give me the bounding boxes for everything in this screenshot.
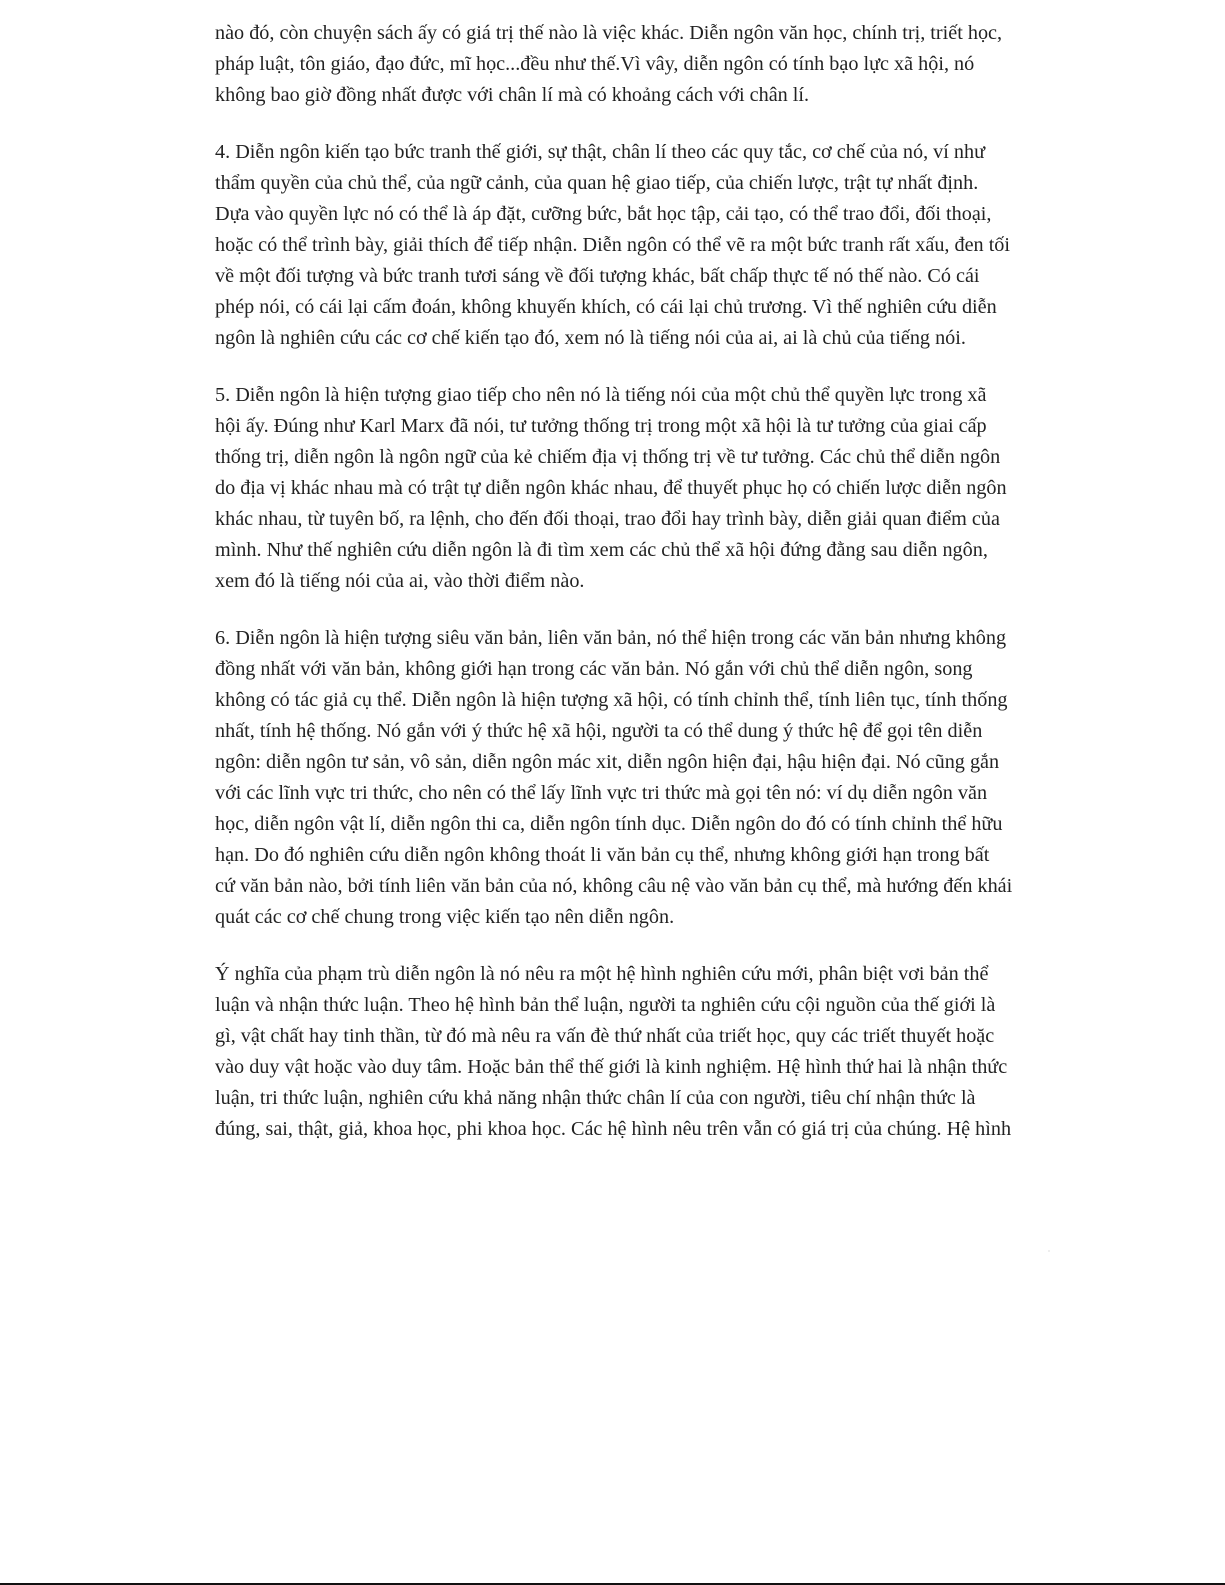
paragraph-4 (215, 623, 1060, 933)
text-line: cứ văn bản nào, bởi tính liên văn bản của nó, không câu nệ vào văn bản cụ thể, mà hướng đến khái (215, 875, 1013, 897)
text-line: về một đối tượng và bức tranh tươi sáng về đối tượng khác, bất chấp thực tế nó thế nào. Có cái (215, 265, 980, 287)
text-line: 4. Diễn ngôn kiến tạo bức tranh thế giới, sự thật, chân lí theo các quy tắc, cơ chế của nó, ví như (215, 141, 986, 163)
scan-speck (1048, 1250, 1050, 1252)
text-line: phép nói, có cái lại cấm đoán, không khuyến khích, có cái lại chủ trương. Vì thế nghiên cứu diễn (215, 296, 997, 318)
text-line: ngôn là nghiên cứu các cơ chế kiến tạo đó, xem nó là tiếng nói của ai, ai là chủ của tiếng nói. (215, 327, 966, 349)
text-line: thẩm quyền của chủ thể, của ngữ cảnh, của quan hệ giao tiếp, của chiến lược, trật tự nhất định. (215, 172, 979, 194)
text-line: luận, tri thức luận, nghiên cứu khả năng nhận thức chân lí của con người, tiêu chí nhận thức là (215, 1087, 976, 1109)
text-line: khác nhau, từ tuyên bố, ra lệnh, cho đến đối thoại, trao đổi hay trình bày, diễn giải quan điểm của (215, 508, 1000, 530)
text-line: với các lĩnh vực tri thức, cho nên có thể lấy lĩnh vực tri thức mà gọi tên nó: ví dụ diễn ngôn văn (215, 782, 988, 804)
text-line: ngôn: diễn ngôn tư sản, vô sản, diễn ngôn mác xit, diễn ngôn hiện đại, hậu hiện đại. Nó cũng gắn (215, 751, 1000, 773)
text-line: nào đó, còn chuyện sách ấy có giá trị thế nào là việc khác. Diễn ngôn văn học, chính trị, triết học, (215, 22, 1003, 44)
text-line: quát các cơ chế chung trong việc kiến tạo nên diễn ngôn. (215, 906, 675, 928)
text-line: học, diễn ngôn vật lí, diễn ngôn thi ca, diễn ngôn tính dục. Diễn ngôn do đó có tính chỉnh thể hữu (215, 813, 1003, 835)
text-line: hạn. Do đó nghiên cứu diễn ngôn không thoát li văn bản cụ thể, nhưng không giới hạn trong bất (215, 844, 990, 866)
text-line: không có tác giả cụ thể. Diễn ngôn là hiện tượng xã hội, có tính chỉnh thể, tính liên tục, tính thống (215, 689, 1008, 711)
text-line: Ý nghĩa của phạm trù diễn ngôn là nó nêu ra một hệ hình nghiên cứu mới, phân biệt vơi bản thể (215, 963, 989, 985)
paragraph-3 (215, 380, 1060, 597)
text-line: hội ấy. Đúng như Karl Marx đã nói, tư tưởng thống trị trong một xã hội là tư tưởng của giai cấp (215, 415, 987, 437)
paragraph-5 (215, 959, 1060, 1145)
text-line: vào duy vật hoặc vào duy tâm. Hoặc bản thể thế giới là kinh nghiệm. Hệ hình thứ hai là nhận thức (215, 1056, 1008, 1078)
text-line: pháp luật, tôn giáo, đạo đức, mĩ học...đều như thế.Vì vây, diễn ngôn có tính bạo lực xã hội, nó (215, 53, 975, 75)
text-line: do địa vị khác nhau mà có trật tự diễn ngôn khác nhau, để thuyết phục họ có chiến lược diễn ngôn (215, 477, 1007, 499)
paragraph-2 (215, 137, 1060, 354)
text-line: 5. Diễn ngôn là hiện tượng giao tiếp cho nên nó là tiếng nói của một chủ thể quyền lực trong xã (215, 384, 987, 406)
text-line: luận và nhận thức luận. Theo hệ hình bản thể luận, người ta nghiên cứu cội nguồn của thế giới là (215, 994, 996, 1016)
paragraph-spacer (215, 597, 1060, 623)
text-line: thống trị, diễn ngôn là ngôn ngữ của kẻ chiếm địa vị thống trị về tư tưởng. Các chủ thể diễn ngôn (215, 446, 1001, 468)
text-line: đồng nhất với văn bản, không giới hạn trong các văn bản. Nó gắn với chủ thể diễn ngôn, song (215, 658, 973, 680)
text-line: nhất, tính hệ thống. Nó gắn với ý thức hệ xã hội, người ta có thể dung ý thức hệ để gọi tên diễn (215, 720, 983, 742)
paragraph-1 (215, 18, 1060, 111)
text-line: 6. Diễn ngôn là hiện tượng siêu văn bản, liên văn bản, nó thể hiện trong các văn bản nhưng không (215, 627, 1007, 649)
text-line: Dựa vào quyền lực nó có thể là áp đặt, cưỡng bức, bắt học tập, cải tạo, có thể trao đổi, đối thoại, (215, 203, 992, 225)
text-column (215, 18, 1060, 1198)
text-line: mình. Như thế nghiên cứu diễn ngôn là đi tìm xem các chủ thể xã hội đứng đằng sau diễn ngôn, (215, 539, 988, 561)
paragraph-spacer (215, 111, 1060, 137)
paragraph-spacer (215, 933, 1060, 959)
text-line: gì, vật chất hay tinh thần, từ đó mà nêu ra vấn đè thứ nhất của triết học, quy các triết thuyết hoặc (215, 1025, 995, 1047)
paragraph-spacer (215, 354, 1060, 380)
text-line: không bao giờ đồng nhất được với chân lí mà có khoảng cách với chân lí. (215, 84, 810, 106)
text-line: hoặc có thể trình bày, giải thích để tiếp nhận. Diễn ngôn có thể vẽ ra một bức tranh rất xấu, đen tối (215, 234, 1011, 256)
text-line: xem đó là tiếng nói của ai, vào thời điểm nào. (215, 570, 585, 592)
text-line: đúng, sai, thật, giả, khoa học, phi khoa học. Các hệ hình nêu trên vẫn có giá trị của chúng. Hệ hình (215, 1118, 1012, 1140)
